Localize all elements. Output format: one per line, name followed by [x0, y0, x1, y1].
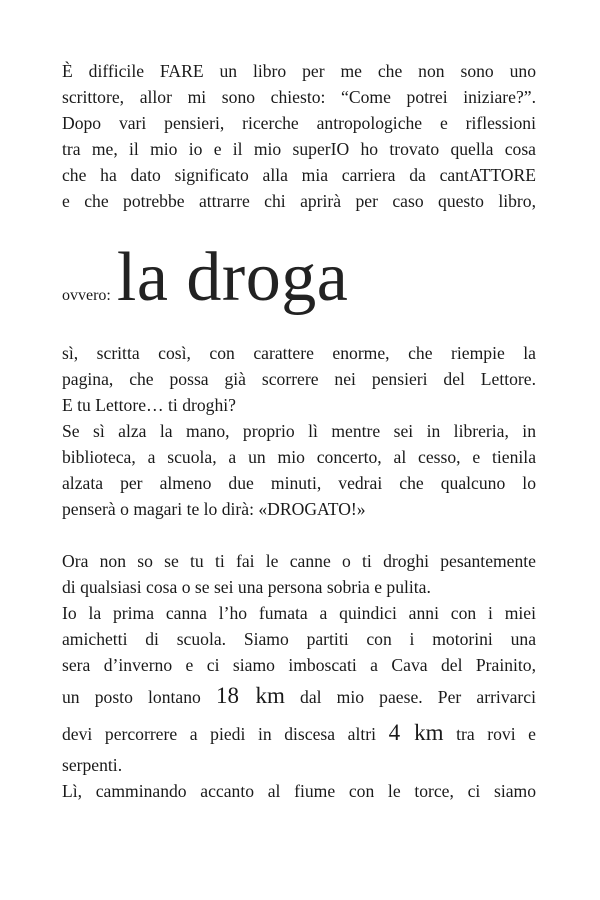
text-line: Ora non so se tu ti fai le canne o ti droghi pesantemente [62, 551, 536, 571]
distance-number: 4 km [388, 720, 444, 745]
text-line: pagina, che possa già scorrere nei pensieri del Lettore. [62, 369, 536, 389]
text-line: Dopo vari pensieri, ricerche antropologiche e riflessioni [62, 113, 536, 133]
final-paragraph [62, 548, 536, 804]
middle-paragraph [62, 340, 536, 522]
distance-text-after: tra rovi e [456, 724, 536, 744]
text-line: amichetti di scuola. Siamo partiti con i motorini una [62, 629, 536, 649]
distance-line [62, 678, 536, 715]
text-line: tra me, il mio io e il mio superIO ho trovato quella cosa [62, 139, 536, 159]
text-line: alzata per almeno due minuti, vedrai che qualcuno lo [62, 473, 536, 493]
book-page [62, 58, 536, 804]
text-line: penserà o magari te lo dirà: «DROGATO!» [62, 499, 366, 519]
text-line: serpenti. [62, 755, 123, 775]
intro-paragraph [62, 58, 536, 214]
distance-text-before: un posto lontano [62, 687, 201, 707]
distance-text-after: dal mio paese. Per arrivarci [300, 687, 536, 707]
title-line [62, 236, 536, 320]
text-line: sì, scritta così, con carattere enorme, che riempie la [62, 343, 536, 363]
title-prefix: ovvero: [62, 287, 111, 304]
text-line: Se sì alza la mano, proprio lì mentre sei in libreria, in [62, 421, 536, 441]
text-line: scrittore, allor mi sono chiesto: “Come potrei iniziare?”. [62, 87, 536, 107]
text-line: È difficile FARE un libro per me che non sono uno [62, 61, 536, 81]
distance-number: 18 km [215, 683, 285, 708]
distance-line [62, 715, 536, 752]
paragraph-gap [62, 522, 536, 548]
text-line: Io la prima canna l’ho fumata a quindici anni con i miei [62, 603, 536, 623]
title-big: la droga [116, 239, 349, 316]
text-line: E tu Lettore… ti droghi? [62, 395, 236, 415]
distance-text-before: devi percorrere a piedi in discesa altri [62, 724, 376, 744]
text-line: sera d’inverno e ci siamo imboscati a Cava del Prainito, [62, 655, 536, 675]
text-line: Lì, camminando accanto al fiume con le torce, ci siamo [62, 781, 536, 801]
text-line: di qualsiasi cosa o se sei una persona sobria e pulita. [62, 577, 431, 597]
text-line: e che potrebbe attrarre chi aprirà per caso questo libro, [62, 191, 536, 211]
text-line: biblioteca, a scuola, a un mio concerto, al cesso, e tienila [62, 447, 536, 467]
text-line: che ha dato significato alla mia carriera da cantATTORE [62, 165, 536, 185]
